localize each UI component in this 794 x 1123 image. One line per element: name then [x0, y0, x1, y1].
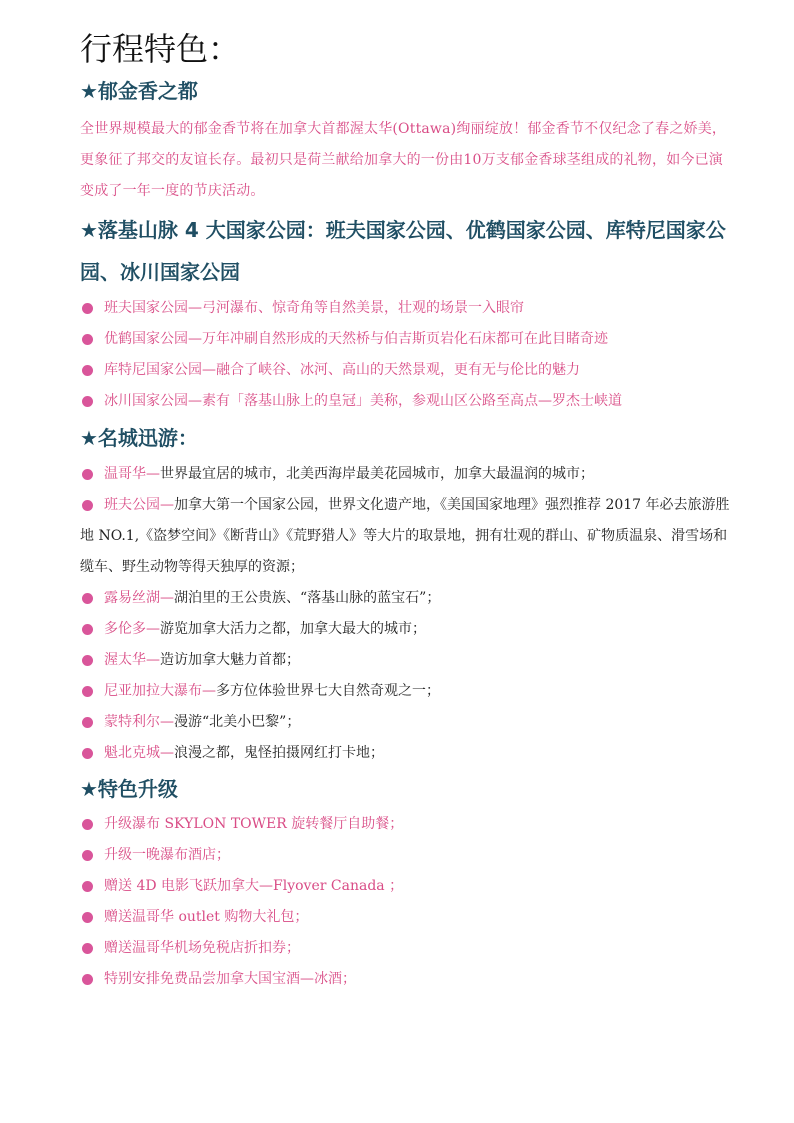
- park-item-text: 库特尼国家公园—融合了峡谷、冰河、高山的天然景观，更有无与伦比的魅力: [104, 362, 580, 378]
- upgrades-list: [80, 809, 730, 995]
- list-item: [80, 676, 730, 707]
- tulip-festival-paragraph: 全世界规模最大的郁金香节将在加拿大首都渥太华(Ottawa)绚丽绽放！郁金香节不仅纪念了春之娇美，更象征了邦交的友谊长存。最初只是荷兰献给加拿大的一份由10万支郁金香球茎组成的礼物，如今已演变成了一年一度的节庆活动。: [80, 121, 727, 199]
- document-page: [80, 24, 730, 995]
- city-description: 世界最宜居的城市，北美西海岸最美花园城市，加拿大最温润的城市；: [160, 466, 594, 482]
- city-name: 班夫公园—: [104, 497, 174, 513]
- list-item: [80, 490, 730, 583]
- city-name: 多伦多—: [104, 621, 160, 637]
- bullet-dot-icon: [82, 624, 93, 635]
- list-item: [80, 840, 730, 871]
- bullet-dot-icon: [82, 655, 93, 666]
- park-item-text: 优鹤国家公园—万年冲刷自然形成的天然桥与伯吉斯页岩化石床都可在此目睹奇迹: [104, 331, 608, 347]
- city-name: 露易丝湖—: [104, 590, 174, 606]
- cities-list: [80, 459, 730, 769]
- city-name: 魁北克城—: [104, 745, 174, 761]
- bullet-dot-icon: [82, 593, 93, 604]
- list-item: [80, 871, 730, 902]
- list-item: [80, 614, 730, 645]
- upgrade-item-text: 赠送 4D 电影飞跃加拿大—Flyover Canada ；: [104, 878, 404, 894]
- city-description: 加拿大第一个国家公园，世界文化遗产地，《美国国家地理》强烈推荐 2017 年必去旅游胜地 NO.1,《盗梦空间》《断背山》《荒野猎人》等大片的取景地，拥有壮观的群山、矿物质温泉、滑雪场和缆车、野生动物等得天独厚的资源；: [80, 497, 730, 575]
- page-title: 行程特色：: [80, 30, 241, 68]
- list-item: [80, 324, 730, 355]
- bullet-dot-icon: [82, 303, 93, 314]
- list-item: [80, 386, 730, 417]
- list-item: [80, 459, 730, 490]
- bullet-dot-icon: [82, 469, 93, 480]
- bullet-dot-icon: [82, 881, 93, 892]
- section-heading-rocky-mountain-parks: ★落基山脉 4 大国家公园：班夫国家公园、优鹤国家公园、库特尼国家公园、冰川国家公园: [80, 218, 726, 284]
- upgrade-item-text: 赠送温哥华 outlet 购物大礼包；: [104, 909, 309, 925]
- bullet-dot-icon: [82, 396, 93, 407]
- list-item: [80, 933, 730, 964]
- city-description: 游览加拿大活力之都，加拿大最大的城市；: [160, 621, 426, 637]
- upgrade-item-text: 升级一晚瀑布酒店；: [104, 847, 230, 863]
- city-description: 造访加拿大魅力首都；: [160, 652, 300, 668]
- upgrade-item-text: 升级瀑布 SKYLON TOWER 旋转餐厅自助餐；: [104, 816, 404, 832]
- section-heading-tulip-capital: ★郁金香之都: [80, 79, 198, 103]
- list-item: [80, 809, 730, 840]
- city-description: 漫游“北美小巴黎”；: [174, 714, 301, 730]
- city-description: 湖泊里的王公贵族、“落基山脉的蓝宝石”；: [174, 590, 441, 606]
- list-item: [80, 293, 730, 324]
- list-item: [80, 738, 730, 769]
- national-parks-list: [80, 293, 730, 417]
- list-item: [80, 964, 730, 995]
- city-description: 多方位体验世界七大自然奇观之一；: [216, 683, 440, 699]
- bullet-dot-icon: [82, 819, 93, 830]
- bullet-dot-icon: [82, 686, 93, 697]
- city-name: 蒙特利尔—: [104, 714, 174, 730]
- bullet-dot-icon: [82, 974, 93, 985]
- list-item: [80, 902, 730, 933]
- bullet-dot-icon: [82, 850, 93, 861]
- city-name: 温哥华—: [104, 466, 160, 482]
- upgrade-item-text: 特别安排免费品尝加拿大国宝酒—冰酒；: [104, 971, 356, 987]
- city-description: 浪漫之都，鬼怪拍摄网红打卡地；: [174, 745, 384, 761]
- bullet-dot-icon: [82, 717, 93, 728]
- bullet-dot-icon: [82, 365, 93, 376]
- list-item: [80, 583, 730, 614]
- city-name: 渥太华—: [104, 652, 160, 668]
- upgrade-item-text: 赠送温哥华机场免税店折扣券；: [104, 940, 300, 956]
- park-item-text: 班夫国家公园—弓河瀑布、惊奇角等自然美景，壮观的场景一入眼帘: [104, 300, 524, 316]
- section-heading-upgrades: ★特色升级: [80, 777, 178, 801]
- list-item: [80, 707, 730, 738]
- list-item: [80, 355, 730, 386]
- list-item: [80, 645, 730, 676]
- bullet-dot-icon: [82, 334, 93, 345]
- park-item-text: 冰川国家公园—素有「落基山脉上的皇冠」美称，参观山区公路至高点—罗杰士峡道: [104, 393, 622, 409]
- section-heading-city-tour: ★名城迅游：: [80, 426, 198, 450]
- city-name: 尼亚加拉大瀑布—: [104, 683, 216, 699]
- bullet-dot-icon: [82, 500, 93, 511]
- bullet-dot-icon: [82, 912, 93, 923]
- bullet-dot-icon: [82, 748, 93, 759]
- bullet-dot-icon: [82, 943, 93, 954]
